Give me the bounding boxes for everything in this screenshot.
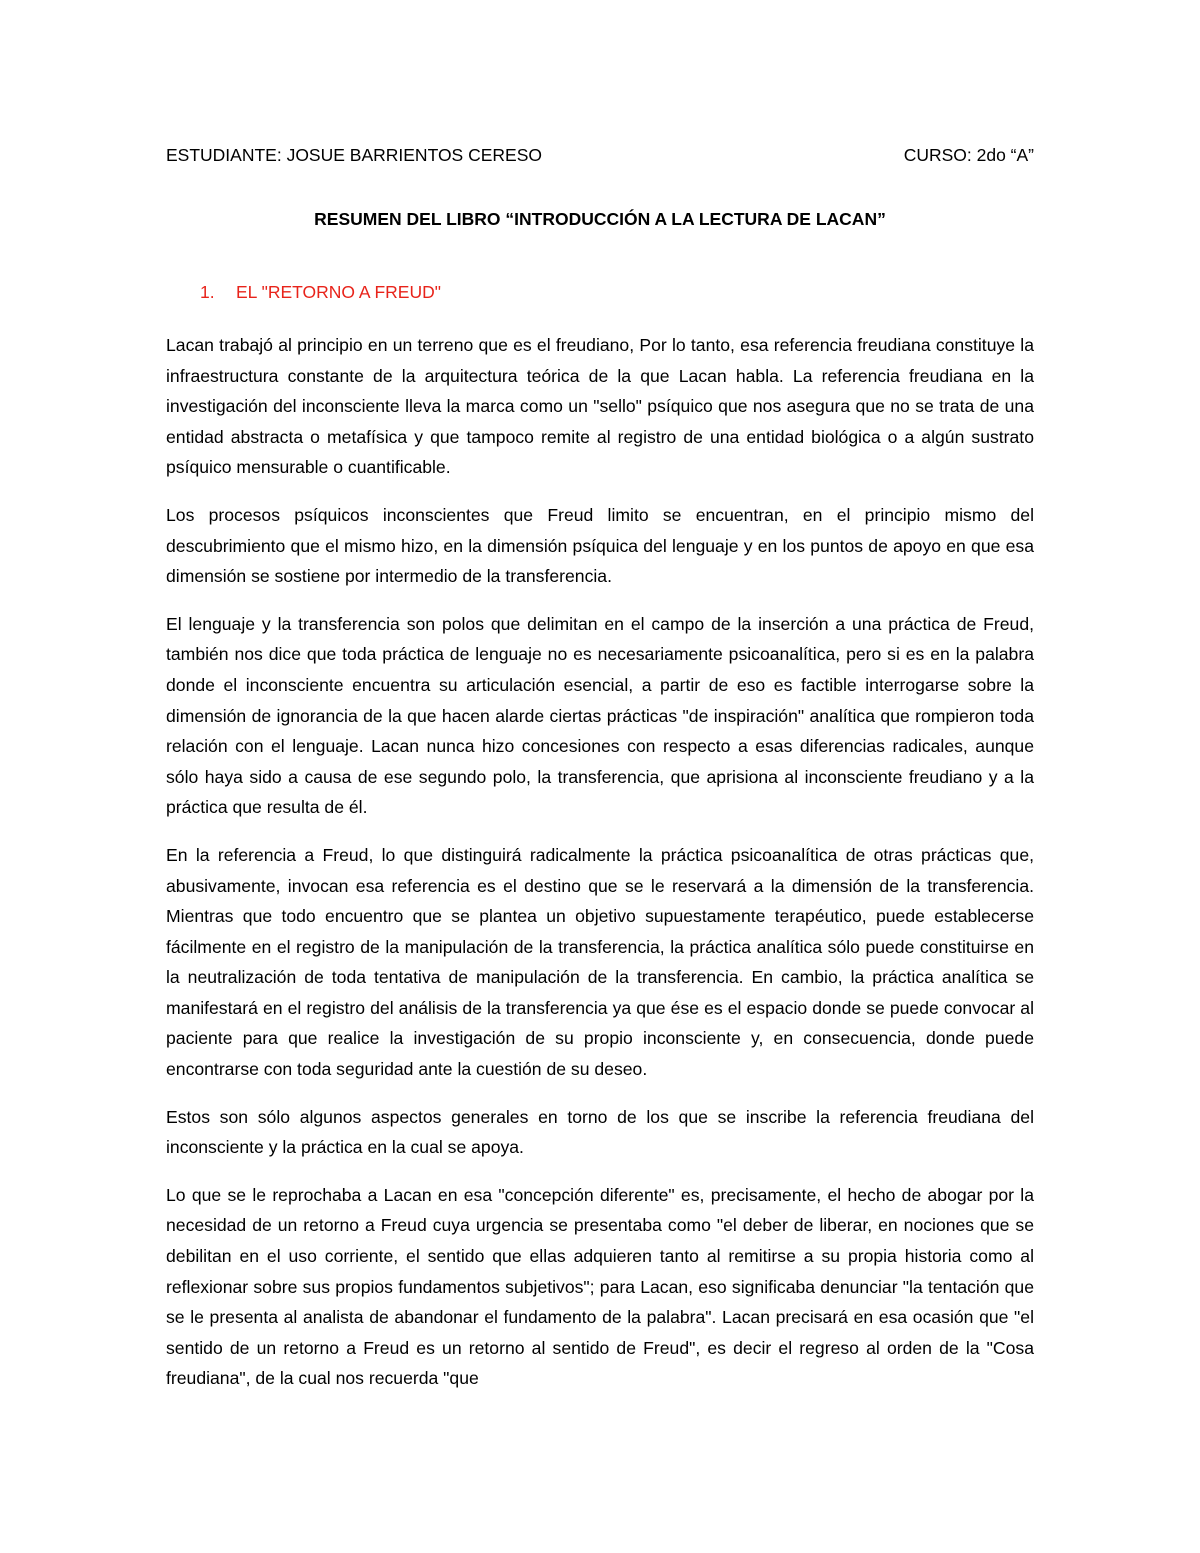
- paragraph: Estos son sólo algunos aspectos generales en torno de los que se inscribe la referencia freudiana del inconsciente y la práctica en la cual se apoya.: [166, 1106, 1034, 1158]
- section-heading: [200, 280, 441, 304]
- document-body: [166, 330, 1034, 1411]
- course-label: CURSO: 2do “A”: [903, 145, 1034, 165]
- paragraph: Los procesos psíquicos inconscientes que Freud limito se encuentran, en el principio mismo del descubrimiento que el mismo hizo, en la dimensión psíquica del lenguaje y en los puntos de apoyo en que esa dimensión se sostiene por intermedio de la transferencia.: [166, 504, 1034, 587]
- document-title: RESUMEN DEL LIBRO “INTRODUCCIÓN A LA LECTURA DE LACAN”: [314, 209, 886, 229]
- paragraph: En la referencia a Freud, lo que distinguirá radicalmente la práctica psicoanalítica de otras prácticas que, abusivamente, invocan esa referencia es el destino que se le reservará a la dimensión de la transferencia. Mientras que todo encuentro que se plantea un objetivo supuestamente terapéutico, puede establecerse fácilmente en el registro de la manipulación de la transferencia, la práctica analítica sólo puede constituirse en la neutralización de toda tentativa de manipulación de la transferencia. En cambio, la práctica analítica se manifestará en el registro del análisis de la transferencia ya que ése es el espacio donde se puede convocar al paciente para que realice la investigación de su propio inconsciente y, en consecuencia, donde puede encontrarse con toda seguridad ante la cuestión de su deseo.: [166, 844, 1034, 1080]
- document-header: [166, 143, 1034, 167]
- paragraph: Lo que se le reprochaba a Lacan en esa "concepción diferente" es, precisamente, el hecho de abogar por la necesidad de un retorno a Freud cuya urgencia se presentaba como "el deber de liberar, en nociones que se debilitan en el uso corriente, el sentido que ellas adquieren tanto al remitirse a su propia historia como al reflexionar sobre sus propios fundamentos subjetivos"; para Lacan, eso significaba denunciar "la tentación que se le presenta al analista de abandonar el fundamento de la palabra". Lacan precisará en esa ocasión que "el sentido de un retorno a Freud es un retorno al sentido de Freud", es decir el regreso al orden de la "Cosa freudiana", de la cual nos recuerda "que: [166, 1184, 1034, 1389]
- section-heading-text: EL "RETORNO A FREUD": [236, 282, 441, 302]
- section-number: 1.: [200, 282, 215, 302]
- paragraph: Lacan trabajó al principio en un terreno que es el freudiano, Por lo tanto, esa referencia freudiana constituye la infraestructura constante de la arquitectura teórica de la que Lacan habla. La referencia freudiana en la investigación del inconsciente lleva la marca como un "sello" psíquico que nos asegura que no se trata de una entidad abstracta o metafísica y que tampoco remite al registro de una entidad biológica o a algún sustrato psíquico mensurable o cuantificable.: [166, 335, 1034, 478]
- student-name: ESTUDIANTE: JOSUE BARRIENTOS CERESO: [166, 145, 542, 165]
- paragraph: El lenguaje y la transferencia son polos que delimitan en el campo de la inserción a una práctica de Freud, también nos dice que toda práctica de lenguaje no es necesariamente psicoanalítica, pero si es en la palabra donde el inconsciente encuentra su articulación esencial, a partir de eso es factible interrogarse sobre la dimensión de ignorancia de la que hacen alarde ciertas prácticas "de inspiración" analítica que rompieron toda relación con el lenguaje. Lacan nunca hizo concesiones con respecto a esas diferencias radicales, aunque sólo haya sido a causa de ese segundo polo, la transferencia, que aprisiona al inconsciente freudiano y a la práctica que resulta de él.: [166, 613, 1034, 818]
